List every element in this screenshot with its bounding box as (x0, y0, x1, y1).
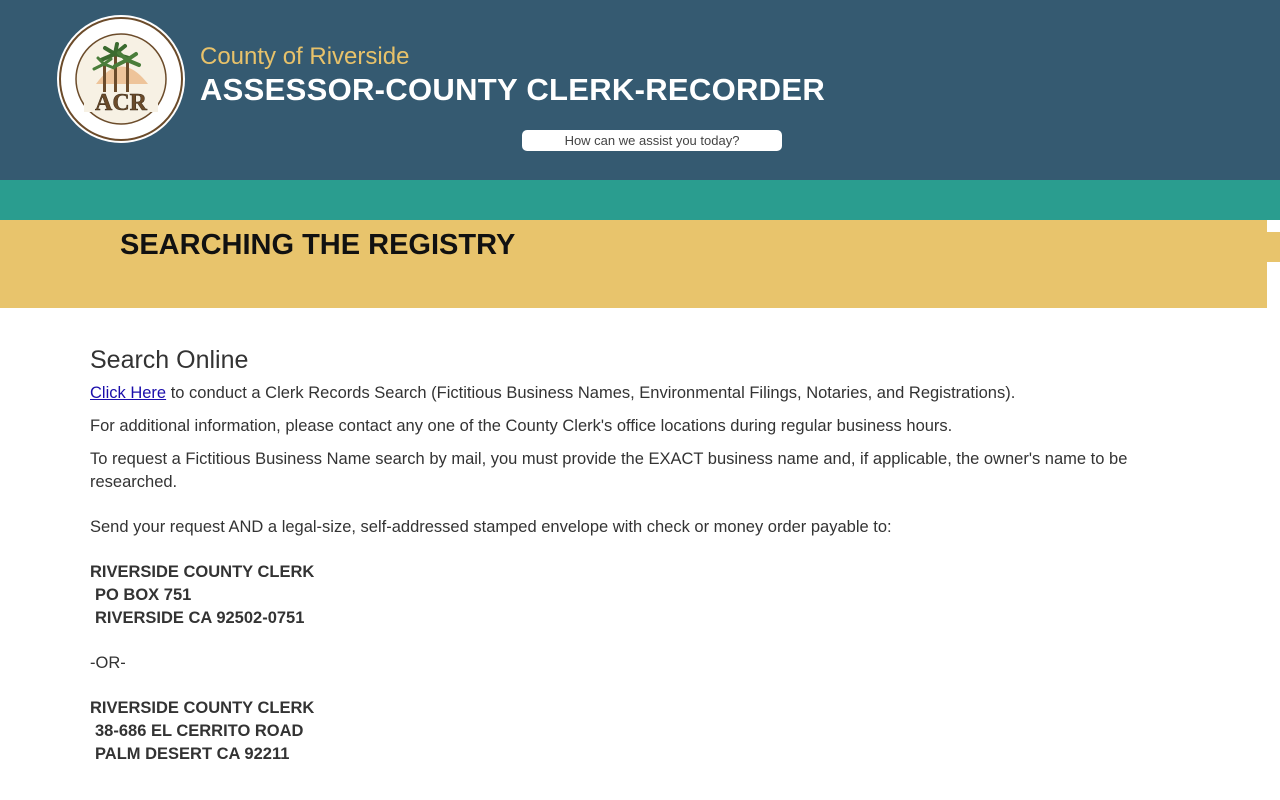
mailing-address-1 (90, 561, 1200, 630)
section-title: Search Online (90, 346, 249, 374)
address-line: RIVERSIDE COUNTY CLERK (90, 699, 315, 717)
teal-nav-band (0, 180, 1280, 220)
mailing-address-2 (90, 697, 1200, 766)
or-separator: -OR- (90, 654, 126, 672)
page-title: SEARCHING THE REGISTRY (120, 229, 516, 261)
county-name: County of Riverside (200, 43, 410, 70)
department-name: ASSESSOR-COUNTY CLERK-RECORDER (200, 72, 826, 107)
request-paragraph: To request a Fictitious Business Name search by mail, you must provide the EXACT business name and, if applicable, the owner's name to be researched. (90, 450, 1128, 491)
main-content (90, 344, 1200, 766)
address-line: 38-686 EL CERRITO ROAD (95, 722, 304, 740)
records-search-text: to conduct a Clerk Records Search (Fictitious Business Names, Environmental Filings, Notaries, and Registrations). (166, 384, 1016, 402)
send-paragraph: Send your request AND a legal-size, self-addressed stamped envelope with check or money order payable to: (90, 518, 892, 536)
site-header (0, 0, 1280, 180)
click-here-link[interactable]: Click Here (90, 384, 167, 402)
address-line: PALM DESERT CA 92211 (95, 745, 290, 763)
site-search-input[interactable] (522, 130, 782, 151)
banner-edge (1267, 232, 1280, 262)
address-line: PO BOX 751 (95, 586, 192, 604)
county-seal-logo[interactable] (56, 14, 186, 144)
contact-paragraph: For additional information, please contact any one of the County Clerk's office locations during regular business hours. (90, 417, 953, 435)
address-line: RIVERSIDE COUNTY CLERK (90, 563, 315, 581)
svg-text:ACR: ACR (95, 90, 147, 116)
address-line: RIVERSIDE CA 92502-0751 (95, 609, 305, 627)
records-search-paragraph (90, 382, 1200, 405)
